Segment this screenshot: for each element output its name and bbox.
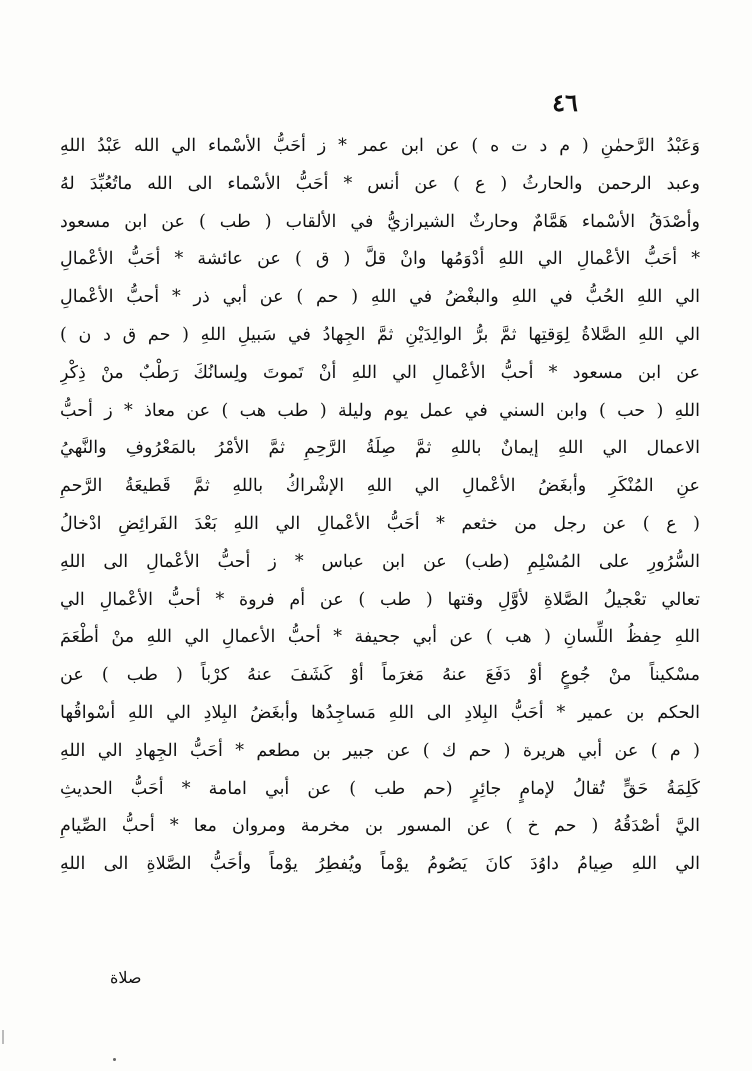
scan-edge-mark — [2, 1030, 4, 1044]
text-line: عن ابن مسعود * أحبُّ الأعْمالِ الي اللهِ أنْ تَموتَ ولِسانُكَ رَطْبٌ منْ ذِكْرِ — [60, 362, 700, 383]
text-line: اليَّ أصْدَقُهُ ( حم خ ) عن المسور بن مخرمة ومروان معا * أحبُّ الصِّيامِ — [60, 816, 700, 837]
scan-speck — [113, 1058, 116, 1061]
text-line: تعالي تعْجيلُ الصَّلاةِ لأوَّلِ وقتها ( طب ) عن أم فروة * أحبُّ الأعْمالِ الي — [60, 589, 700, 610]
text-line: وأصْدَقُ الأسْماء هَمَّامٌ وحارثٌ الشيرازيُّ في الألقاب ( طب ) عن ابن مسعود — [60, 211, 700, 232]
text-line: اللهِ حِفظُ اللِّسانِ ( هب ) عن أبي جحيفة * أحبُّ الأعمالِ الي اللهِ منْ أطْعَمَ — [60, 627, 700, 648]
catchword: صلاة — [110, 968, 142, 987]
text-line: وَعَبْدُ الرَّحمٰنِ ( م د ت ه ) عن ابن عمر * ز أحَبُّ الأسْماء الي الله عَبْدُ اللهِ — [60, 136, 700, 156]
text-line: عنِ المُنْكَرِ وأبغَضُ الأعْمالِ الي اللهِ الإشْراكُ باللهِ ثمَّ قَطيعَةُ الرَّحمِ — [60, 476, 700, 497]
text-line: * أحَبُّ الأعْمالِ الي اللهِ أدْوَمُها وانْ قلَّ ( ق ) عن عائشة * أحَبُّ الأعْمالِ — [60, 249, 700, 270]
text-line: الي اللهِ الحُبُّ في اللهِ والبغْضُ في اللهِ ( حم ) عن أبي ذر * أحبُّ الأعْمالِ — [60, 287, 700, 308]
page-number: ٤٦ — [552, 88, 578, 117]
text-line: ( ع ) عن رجل من خثعم * أحَبُّ الأعْمالِ الي اللهِ بَعْدَ الفَرائِضِ ادْخالُ — [60, 513, 700, 534]
text-line: وعبد الرحمن والحارثُ ( ع ) عن أنس * أحَبُّ الأسْماء الى الله ماتُعُبِّدَ لهُ — [60, 173, 700, 194]
text-line: الي اللهِ الصَّلاةُ لِوَقتِها ثمَّ برُّ الوالِدَيْنِ ثمَّ الجِهادُ في سَبيلِ اللهِ ( حم ق د ن ) — [60, 324, 700, 345]
text-line: الحكم بن عمير * أحَبُّ البِلادِ الى اللهِ مَساجِدُها وأبغَضُ البِلادِ الي اللهِ أسْواقُها — [60, 702, 700, 723]
body-text — [60, 128, 700, 884]
text-line: الي اللهِ صِيامُ داوُدَ كانَ يَصُومُ يوْماً ويُفطِرُ يوْماً وأحَبُّ الصَّلاةِ الى اللهِ — [60, 854, 700, 875]
text-line: اللهِ ( حب ) وابن السني في عمل يوم وليلة ( طب هب ) عن معاذ * ز أحبُّ — [60, 400, 700, 421]
text-line: ( م ) عن أبي هريرة ( حم ك ) عن جبير بن مطعم * أحَبُّ الجِهادِ الي اللهِ — [60, 740, 700, 761]
text-line: مسْكيناً منْ جُوعٍ أوْ دَفَعَ عنهُ مَغرَماً أوْ كَشَفَ عنهُ كرْباً ( طب ) عن — [60, 665, 700, 686]
text-line: الاعمال الي اللهِ إيمانٌ باللهِ ثمَّ صِلَةُ الرَّحِمِ ثمَّ الأمْرُ بالمَعْرُوفِ والنَّهيُ — [60, 438, 700, 459]
text-line: السُّرُورِ على المُسْلِمِ (طب) عن ابن عباس * ز أحبُّ الأعْمالِ الى اللهِ — [60, 551, 700, 572]
text-line: كَلِمَةُ حَقٍّ تُقالُ لإمامٍ جائِرٍ (حم طب ) عن أبي امامة * أحَبُّ الحديثِ — [60, 778, 700, 799]
